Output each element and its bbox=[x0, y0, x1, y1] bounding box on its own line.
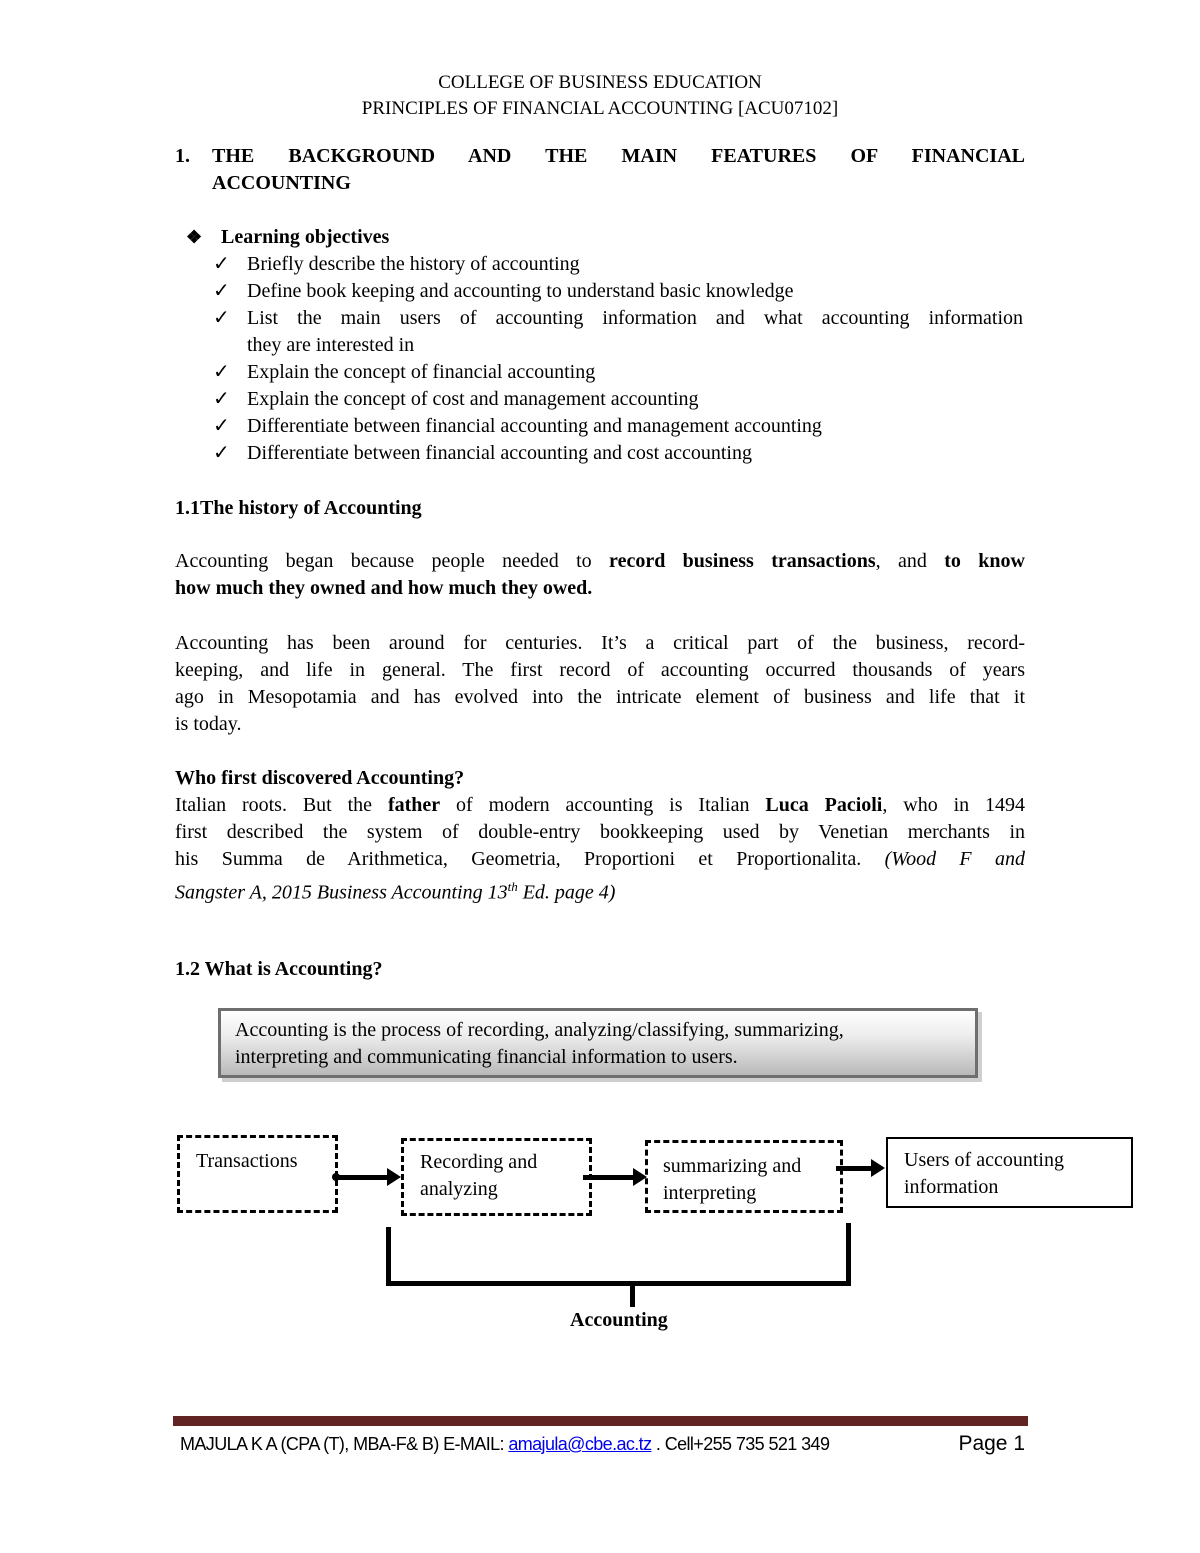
text: Italian roots. But the bbox=[175, 794, 388, 816]
citation-text: (Wood F and bbox=[884, 848, 1026, 870]
arrow-right-icon bbox=[583, 1175, 634, 1180]
text: Accounting began because people needed to bbox=[175, 550, 610, 572]
text: , who in 1494 bbox=[882, 794, 1026, 816]
arrow-right-icon bbox=[336, 1175, 388, 1180]
definition-line: interpreting and communicating financial information to users. bbox=[235, 1046, 738, 1068]
emphasis-text: record business transactions bbox=[609, 550, 876, 572]
bracket-bottom bbox=[386, 1281, 851, 1286]
bracket-stem bbox=[630, 1284, 635, 1307]
subheading-who-discovered: Who first discovered Accounting? bbox=[175, 767, 465, 789]
bracket-left bbox=[386, 1227, 391, 1286]
flow-box-label: Transactions bbox=[196, 1150, 298, 1172]
flow-box-label: analyzing bbox=[420, 1178, 498, 1200]
page-number: Page 1 bbox=[958, 1432, 1025, 1455]
flow-box-label: Users of accounting bbox=[904, 1149, 1064, 1171]
bracket-right bbox=[846, 1223, 851, 1286]
checkmark-icon: ✓ bbox=[213, 415, 230, 437]
citation-line bbox=[175, 873, 615, 907]
definition-line: Accounting is the process of recording, analyzing/classifying, summarizing, bbox=[235, 1019, 844, 1041]
checkmark-icon: ✓ bbox=[213, 307, 230, 329]
diamond-bullet-icon: ❖ bbox=[186, 227, 203, 247]
section-heading-history: 1.1The history of Accounting bbox=[175, 497, 422, 519]
citation-text: Ed. page 4) bbox=[517, 881, 616, 904]
objective-text: Briefly describe the history of accounting bbox=[247, 253, 580, 275]
paragraph-centuries bbox=[175, 630, 1025, 740]
author-text: MAJULA K A (CPA (T), MBA-F& B) E-MAIL: bbox=[180, 1434, 509, 1454]
paragraph-line bbox=[175, 548, 1025, 575]
checkmark-icon: ✓ bbox=[213, 442, 230, 464]
phone-text: . Cell+255 735 521 349 bbox=[651, 1434, 830, 1454]
chapter-heading bbox=[175, 143, 1025, 199]
flow-box-users bbox=[886, 1137, 1133, 1208]
objective-text: Explain the concept of cost and management accounting bbox=[247, 388, 699, 410]
flow-box-transactions bbox=[177, 1135, 338, 1213]
paragraph-line: keeping, and life in general. The first record of accounting occurred thousands of years bbox=[175, 659, 1025, 681]
chapter-title-line1: THE BACKGROUND AND THE MAIN FEATURES OF FINANCIAL bbox=[212, 145, 1025, 167]
citation-text: Sangster A, 2015 Business Accounting 13 bbox=[175, 881, 508, 904]
text: , and bbox=[875, 550, 945, 572]
flow-box-summarizing bbox=[645, 1140, 843, 1213]
arrow-right-icon bbox=[836, 1166, 872, 1171]
objective-text: List the main users of accounting information and what accounting information bbox=[247, 307, 1023, 329]
emphasis-text: Luca Pacioli bbox=[765, 794, 883, 816]
chapter-title-line2: ACCOUNTING bbox=[212, 172, 351, 194]
checkmark-icon: ✓ bbox=[213, 253, 230, 275]
arrow-head-icon bbox=[387, 1168, 401, 1186]
arrow-head-icon bbox=[871, 1159, 885, 1177]
paragraph-pacioli bbox=[175, 792, 1025, 902]
objective-text: Explain the concept of financial accounting bbox=[247, 361, 596, 383]
definition-box bbox=[218, 1008, 978, 1078]
paragraph-accounting-began bbox=[175, 548, 1025, 604]
flow-box-label: interpreting bbox=[663, 1182, 757, 1204]
paragraph-line: Accounting has been around for centuries. It’s a critical part of the business, record- bbox=[175, 632, 1025, 654]
objective-text: Differentiate between financial accounting and cost accounting bbox=[247, 442, 752, 464]
paragraph-line: is today. bbox=[175, 713, 242, 735]
objective-text: Define book keeping and accounting to understand basic knowledge bbox=[247, 280, 794, 302]
emphasis-text: to know bbox=[944, 550, 1025, 572]
flow-box-label: summarizing and bbox=[663, 1155, 802, 1177]
course-title: PRINCIPLES OF FINANCIAL ACCOUNTING [ACU07102] bbox=[361, 98, 839, 119]
objective-text: they are interested in bbox=[247, 334, 415, 356]
section-heading-what-is: 1.2 What is Accounting? bbox=[175, 958, 383, 980]
learning-objectives-label: Learning objectives bbox=[221, 226, 390, 248]
text: his Summa de Arithmetica, Geometria, Proportioni et Proportionalita. bbox=[175, 848, 885, 870]
paragraph-line: how much they owned and how much they owed. bbox=[175, 577, 593, 599]
checkmark-icon: ✓ bbox=[213, 280, 230, 302]
paragraph-line: ago in Mesopotamia and has evolved into the intricate element of business and life that it bbox=[175, 686, 1025, 708]
paragraph-line bbox=[175, 846, 1025, 873]
footer-divider bbox=[173, 1416, 1028, 1426]
checkmark-icon: ✓ bbox=[213, 361, 230, 383]
institution-title: COLLEGE OF BUSINESS EDUCATION bbox=[438, 72, 762, 93]
paragraph-line: first described the system of double-entry bookkeeping used by Venetian merchants in bbox=[175, 821, 1025, 843]
text: of modern accounting is Italian bbox=[440, 794, 766, 816]
footer-author bbox=[180, 1430, 829, 1458]
flow-box-recording bbox=[401, 1138, 592, 1216]
checkmark-icon: ✓ bbox=[213, 388, 230, 410]
flow-box-label: Recording and bbox=[420, 1151, 538, 1173]
page-footer bbox=[180, 1430, 1025, 1460]
objective-text: Differentiate between financial accounting and management accounting bbox=[247, 415, 822, 437]
emphasis-text: father bbox=[387, 794, 441, 816]
chapter-number: 1. bbox=[175, 145, 190, 167]
bracket-label: Accounting bbox=[570, 1309, 668, 1331]
superscript: th bbox=[507, 879, 518, 894]
flow-box-label: information bbox=[904, 1176, 999, 1198]
email-link[interactable]: amajula@cbe.ac.tz bbox=[508, 1434, 652, 1454]
definition-text bbox=[235, 1017, 965, 1071]
paragraph-line bbox=[175, 792, 1025, 819]
